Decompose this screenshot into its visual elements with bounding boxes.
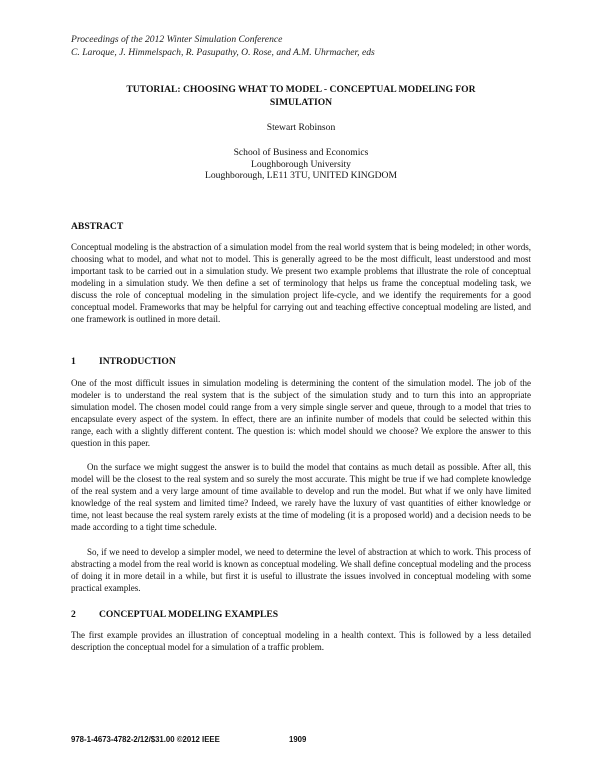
- section-2-number: 2: [71, 609, 76, 620]
- footer-page-number: 1909: [289, 735, 307, 744]
- section-1-number: 1: [71, 356, 76, 367]
- title-line-2: SIMULATION: [269, 96, 333, 108]
- footer-isbn: 978-1-4673-4782-2/12/$31.00 ©2012 IEEE: [71, 735, 220, 744]
- affiliation-line-2: Loughborough University: [251, 158, 351, 170]
- proceedings-line-2: C. Laroque, J. Himmelspach, R. Pasupathy, O. Rose, and A.M. Uhrmacher, eds: [71, 46, 375, 58]
- author-name: Stewart Robinson: [266, 122, 336, 133]
- section-1-title: INTRODUCTION: [99, 356, 176, 367]
- section-1-paragraph-3: So, if we need to develop a simpler model, we need to determine the level of abstraction at which to work. This process of abstracting a model from the real world is known as conceptual modeling. We shall define conceptual modeling and the process of doing it in more detail in a while, but first it is useful to illustrate the issues involved in conceptual modeling with some practical examples.: [71, 547, 531, 593]
- section-1-paragraph-2: On the surface we might suggest the answer is to build the model that contains as much detail as possible. After all, this model will be the closest to the real system and so surely the most accurate. This might be true if we had complete knowledge of the real system and a very large amount of time available to develop and run the model. But what if we only have limited knowledge of the real system and limited time? Indeed, we rarely have the luxury of vast quantities of either knowledge or time, not least because the real system rarely exists at the time of modeling (it is a proposed world) and a decision needs to be made according to a tight time schedule.: [71, 462, 531, 532]
- section-1-heading: [71, 356, 176, 368]
- section-1-paragraph-1: One of the most difficult issues in simulation modeling is determining the content of the simulation model. The job of the modeler is to understand the real system that is the subject of the simulation study and to turn this into an appropriate simulation model. The chosen model could range from a very simple single server and queue, through to a model that tries to encapsulate every aspect of the system. In effect, there are an infinite number of models that could be selected within this range, each with a slightly different content. The question is: which model should we choose? We explore the answer to this question in this paper.: [71, 378, 531, 448]
- section-2-title: CONCEPTUAL MODELING EXAMPLES: [99, 609, 279, 620]
- section-2-heading: [71, 609, 278, 621]
- abstract-heading: ABSTRACT: [71, 221, 124, 232]
- proceedings-header: [71, 34, 375, 59]
- abstract-text: Conceptual modeling is the abstraction of a simulation model from the real world system that is being modeled; in other words, choosing what to model, and what not to model. This is generally agreed to be the most difficult, least understood and most important task to be carried out in a simulation study. We present two example problems that illustrate the role of conceptual modeling in a simulation study. We then define a set of terminology that helps us frame the conceptual modeling task, we discuss the role of conceptual modeling in the simulation project life-cycle, and we identify the requirements for a good conceptual model. Frameworks that may be helpful for carrying out and teaching effective conceptual modeling are listed, and one framework is outlined in more detail.: [71, 242, 531, 324]
- affiliation-line-1: School of Business and Economics: [233, 147, 369, 158]
- affiliation-line-3: Loughborough, LE11 3TU, UNITED KINGDOM: [204, 170, 398, 181]
- title-line-1: TUTORIAL: CHOOSING WHAT TO MODEL - CONCEPTUAL MODELING FOR: [126, 84, 476, 95]
- section-2-paragraph-1: The first example provides an illustration of conceptual modeling in a health context. This is followed by a less detailed description the conceptual model for a simulation of a traffic problem.: [71, 630, 531, 652]
- proceedings-line-1: Proceedings of the 2012 Winter Simulation Conference: [71, 34, 283, 45]
- author-affiliation: [71, 147, 531, 182]
- paper-title: [71, 84, 531, 109]
